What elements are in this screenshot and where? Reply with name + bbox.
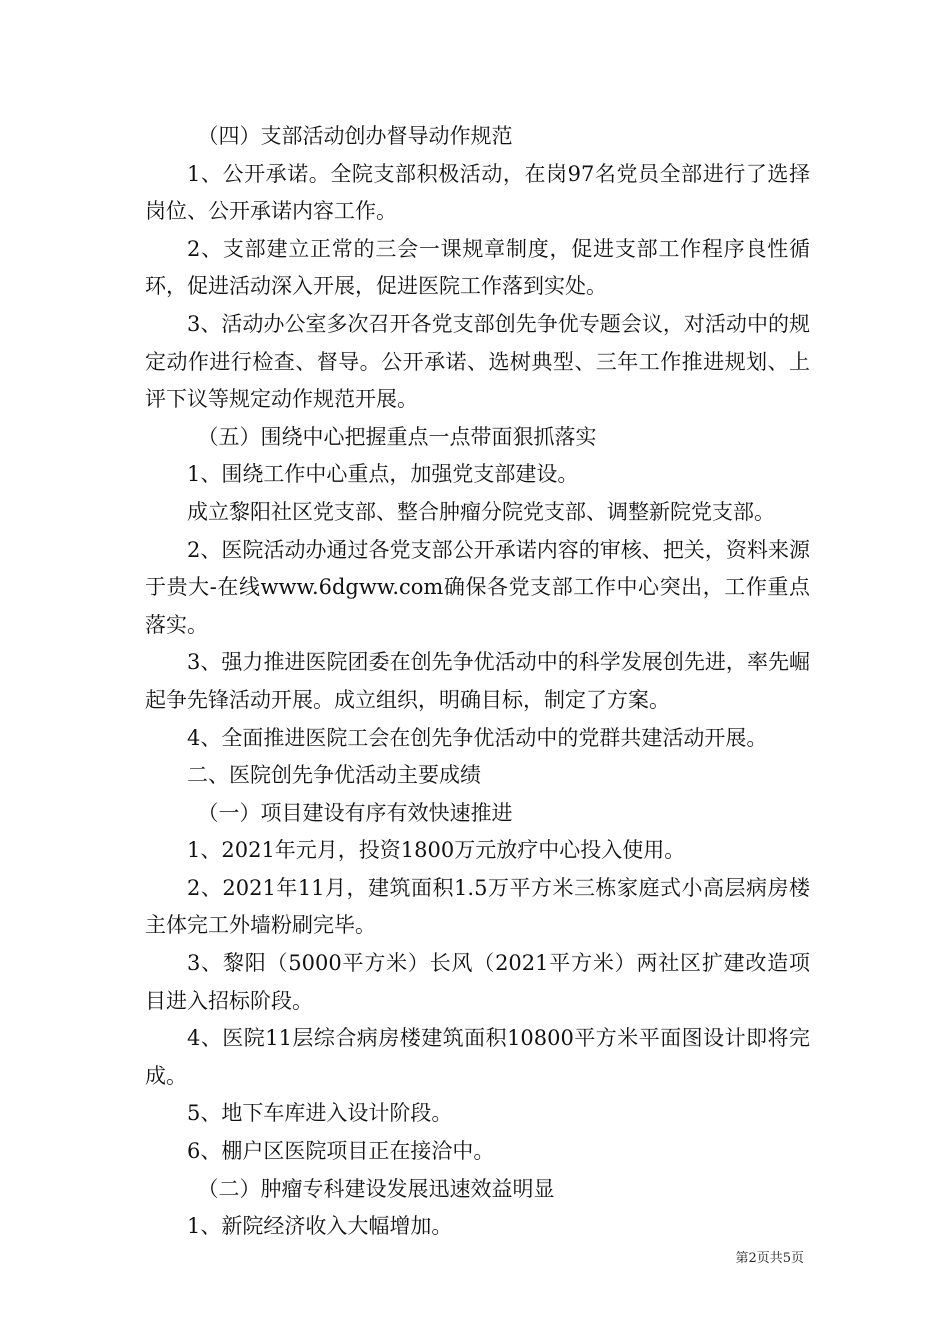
document-body <box>145 118 810 1246</box>
paragraph: 3、活动办公室多次召开各党支部创先争优专题会议，对活动中的规定动作进行检查、督导。公开承诺、选树典型、三年工作推进规划、上评下议等规定动作规范开展。 <box>145 311 810 412</box>
paragraph: 2、支部建立正常的三会一课规章制度，促进支部工作程序良性循环，促进活动深入开展，促进医院工作落到实处。 <box>145 236 810 299</box>
paragraph: 4、全面推进医院工会在创先争优活动中的党群共建活动开展。 <box>187 725 768 750</box>
section-heading-5: （五）围绕中心把握重点一点带面狠抓落实 <box>197 424 597 449</box>
paragraph: 3、黎阳（5000平方米）长风（2021平方米）两社区扩建改造项目进入招标阶段。 <box>145 951 810 1013</box>
paragraph: 1、新院经济收入大幅增加。 <box>187 1214 453 1239</box>
chapter-heading: 二、医院创先争优活动主要成绩 <box>187 763 481 788</box>
paragraph: 5、地下车库进入设计阶段。 <box>187 1101 453 1126</box>
paragraph: 1、公开承诺。全院支部积极活动，在岗97名党员全部进行了选择岗位、公开承诺内容工作。 <box>145 161 810 224</box>
paragraph: 4、医院11层综合病房楼建筑面积10800平方米平面图设计即将完成。 <box>145 1026 810 1088</box>
section-heading-4: （四）支部活动创办督导动作规范 <box>197 124 513 148</box>
paragraph: 3、强力推进医院团委在创先争优活动中的科学发展创先进，率先崛起争先锋活动开展。成立组织，明确目标，制定了方案。 <box>145 650 810 712</box>
paragraph: 1、2021年元月，投资1800万元放疗中心投入使用。 <box>187 838 686 863</box>
paragraph: 2、医院活动办通过各党支部公开承诺内容的审核、把关，资料来源于贵大-在线www.6dgww.com确保各党支部工作中心突出，工作重点落实。 <box>145 537 810 637</box>
section-heading-1: （一）项目建设有序有效快速推进 <box>197 800 513 825</box>
section-heading-2: （二）肿瘤专科建设发展迅速效益明显 <box>197 1176 555 1201</box>
paragraph: 6、棚户区医院项目正在接洽中。 <box>187 1139 495 1164</box>
paragraph: 1、围绕工作中心重点，加强党支部建设。 <box>187 462 579 487</box>
paragraph: 成立黎阳社区党支部、整合肿瘤分院党支部、调整新院党支部。 <box>187 499 775 524</box>
page-number: 第2页共5页 <box>735 1251 804 1266</box>
paragraph: 2、2021年11月，建筑面积1.5万平方米三栋家庭式小高层病房楼主体完工外墙粉刷完毕。 <box>145 875 810 938</box>
